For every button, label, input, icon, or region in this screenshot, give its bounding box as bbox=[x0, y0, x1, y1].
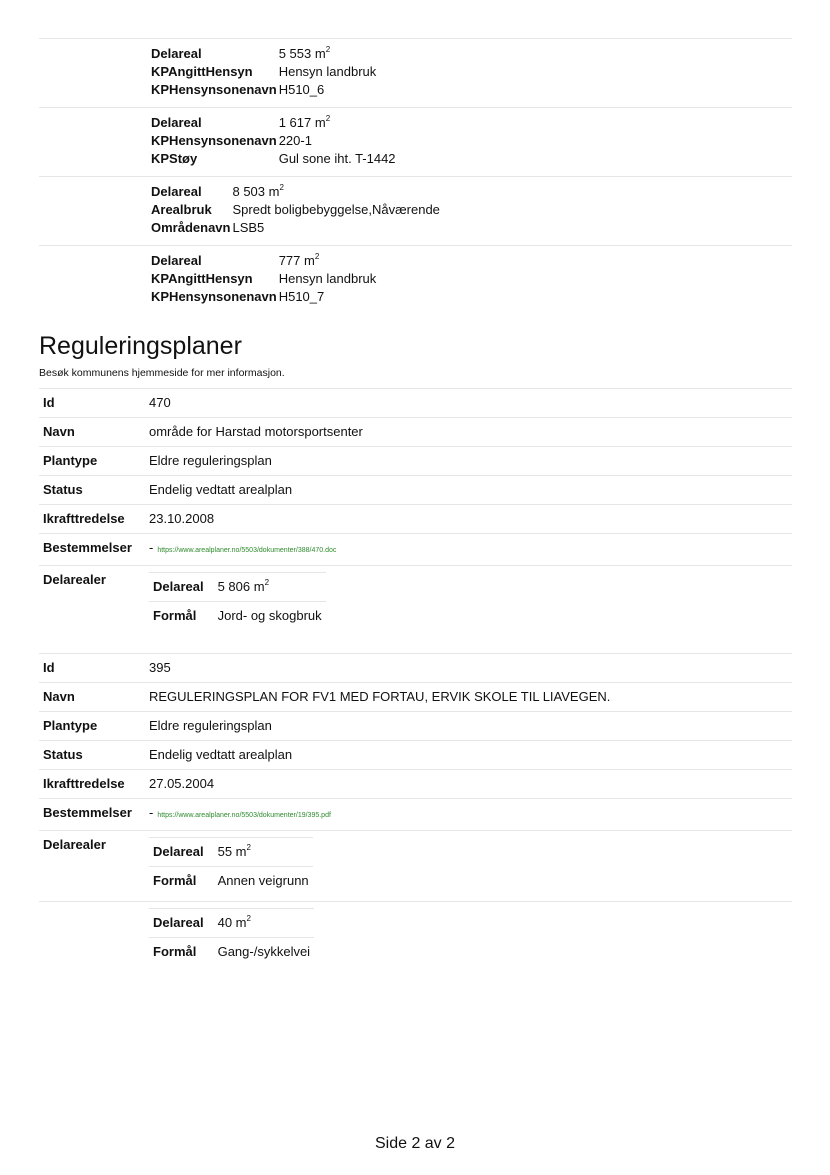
area-value: 5 553 $m^2$ bbox=[278, 44, 331, 61]
area-key: Områdenavn bbox=[151, 220, 231, 235]
area-block bbox=[39, 107, 792, 176]
area-value: Gul sone iht. T-1442 bbox=[278, 151, 396, 166]
sub-area-value: Annen veigrunn bbox=[214, 867, 313, 896]
area-key: KPHensynsonenavn bbox=[151, 133, 277, 148]
area-table bbox=[151, 183, 440, 237]
area-block bbox=[39, 245, 792, 314]
plan-bestemmelser bbox=[144, 534, 792, 566]
area-row bbox=[151, 270, 376, 288]
label-delarealer: Delarealer bbox=[39, 831, 144, 902]
area-table bbox=[151, 114, 396, 168]
plan-delarealer bbox=[144, 831, 792, 902]
plan-row-delarealer-cont bbox=[39, 902, 792, 974]
sub-area-key: Formål bbox=[149, 602, 214, 631]
bestemmelser-link[interactable]: https://www.arealplaner.no/5503/dokumenter/19/395.pdf bbox=[157, 812, 331, 819]
bullet-dash: - bbox=[149, 805, 154, 820]
plan-ikrafttredelse: 27.05.2004 bbox=[144, 770, 792, 799]
label-navn: Navn bbox=[39, 418, 144, 447]
bestemmelser-link[interactable]: https://www.arealplaner.no/5503/dokumenter/388/470.doc bbox=[157, 547, 337, 554]
sub-area-table bbox=[149, 837, 313, 895]
sub-area-row bbox=[149, 573, 326, 602]
label-bestemmelser: Bestemmelser bbox=[39, 799, 144, 831]
plan-row-ikrafttredelse bbox=[39, 505, 792, 534]
plan-row-plantype bbox=[39, 447, 792, 476]
area-key: Delareal bbox=[151, 46, 202, 61]
sub-area bbox=[149, 837, 788, 901]
area-row bbox=[151, 252, 376, 270]
area-value: H510_6 bbox=[278, 82, 325, 97]
area-key: KPHensynsonenavn bbox=[151, 289, 277, 304]
plan-id: 470 bbox=[144, 389, 792, 418]
area-key: KPAngittHensyn bbox=[151, 271, 253, 286]
area-value: Hensyn landbruk bbox=[278, 64, 377, 79]
plan-separator bbox=[39, 636, 792, 654]
area-row bbox=[151, 183, 440, 201]
plan-row-bestemmelser bbox=[39, 799, 792, 831]
label-status: Status bbox=[39, 476, 144, 505]
area-block bbox=[39, 176, 792, 245]
label-id: Id bbox=[39, 389, 144, 418]
plan-row-ikrafttredelse bbox=[39, 770, 792, 799]
sub-area-table bbox=[149, 908, 314, 966]
area-value: LSB5 bbox=[232, 220, 265, 235]
label-status: Status bbox=[39, 741, 144, 770]
label-plantype: Plantype bbox=[39, 712, 144, 741]
area-key: KPAngittHensyn bbox=[151, 64, 253, 79]
area-row bbox=[151, 288, 376, 306]
sub-area-row bbox=[149, 938, 314, 967]
sub-area-row bbox=[149, 867, 313, 896]
sub-area-value: 55 $m^2$ bbox=[214, 838, 313, 867]
plan-row-plantype bbox=[39, 712, 792, 741]
sub-area-table bbox=[149, 572, 326, 630]
page-footer: Side 2 av 2 bbox=[374, 1135, 456, 1152]
label-ikrafttredelse: Ikrafttredelse bbox=[39, 770, 144, 799]
sub-area-key: Delareal bbox=[149, 573, 214, 602]
sub-area bbox=[149, 572, 788, 636]
plan-navn: REGULERINGSPLAN FOR FV1 MED FORTAU, ERVIK SKOLE TIL LIAVEGEN. bbox=[144, 683, 792, 712]
label-navn: Navn bbox=[39, 683, 144, 712]
plan-bestemmelser bbox=[144, 799, 792, 831]
sub-area-key: Delareal bbox=[149, 838, 214, 867]
plan-row-navn bbox=[39, 683, 792, 712]
plan-row-delarealer bbox=[39, 566, 792, 637]
area-table bbox=[151, 45, 376, 99]
plan-row-id bbox=[39, 389, 792, 418]
plan-row-id bbox=[39, 654, 792, 683]
label-delarealer: Delarealer bbox=[39, 566, 144, 637]
area-row bbox=[151, 201, 440, 219]
sub-area-key: Formål bbox=[149, 938, 214, 967]
area-key: Delareal bbox=[151, 115, 202, 130]
sub-area-value: Gang-/sykkelvei bbox=[214, 938, 314, 967]
sub-area-value: 5 806 $m^2$ bbox=[214, 573, 326, 602]
area-value: Hensyn landbruk bbox=[278, 271, 377, 286]
plans-table bbox=[39, 388, 792, 973]
sub-area-key: Delareal bbox=[149, 909, 214, 938]
plan-ikrafttredelse: 23.10.2008 bbox=[144, 505, 792, 534]
plan-plantype: Eldre reguleringsplan bbox=[144, 447, 792, 476]
area-row bbox=[151, 132, 396, 150]
area-key: KPStøy bbox=[151, 151, 198, 166]
label-bestemmelser: Bestemmelser bbox=[39, 534, 144, 566]
area-row bbox=[151, 45, 376, 63]
area-row bbox=[151, 63, 376, 81]
area-row bbox=[151, 114, 396, 132]
sub-area-row bbox=[149, 909, 314, 938]
label-empty bbox=[39, 902, 144, 974]
area-key: KPHensynsonenavn bbox=[151, 82, 277, 97]
area-block bbox=[39, 38, 792, 107]
sub-area-row bbox=[149, 838, 313, 867]
spacer bbox=[39, 636, 792, 654]
sub-area-key: Formål bbox=[149, 867, 214, 896]
label-id: Id bbox=[39, 654, 144, 683]
area-row bbox=[151, 219, 440, 237]
plan-row-navn bbox=[39, 418, 792, 447]
sub-area-row bbox=[149, 602, 326, 631]
bullet-dash: - bbox=[149, 540, 154, 555]
area-table bbox=[151, 252, 376, 306]
plan-id: 395 bbox=[144, 654, 792, 683]
area-value: 1 617 $m^2$ bbox=[278, 113, 331, 130]
area-row bbox=[151, 81, 376, 99]
sub-area-value: Jord- og skogbruk bbox=[214, 602, 326, 631]
plan-navn: område for Harstad motorsportsenter bbox=[144, 418, 792, 447]
plan-status: Endelig vedtatt arealplan bbox=[144, 476, 792, 505]
plan-plantype: Eldre reguleringsplan bbox=[144, 712, 792, 741]
plan-row-bestemmelser bbox=[39, 534, 792, 566]
area-value: 777 $m^2$ bbox=[278, 251, 320, 268]
plan-delarealer bbox=[144, 902, 792, 974]
label-ikrafttredelse: Ikrafttredelse bbox=[39, 505, 144, 534]
section-title: Reguleringsplaner bbox=[39, 332, 242, 360]
section-subtitle: Besøk kommunens hjemmeside for mer informasjon. bbox=[39, 367, 285, 379]
area-value: Spredt boligbebyggelse,Nåværende bbox=[232, 202, 440, 217]
page-content bbox=[39, 38, 792, 973]
area-key: Delareal bbox=[151, 253, 202, 268]
plan-row-status bbox=[39, 741, 792, 770]
plan-delarealer bbox=[144, 566, 792, 637]
area-key: Delareal bbox=[151, 184, 202, 199]
plan-status: Endelig vedtatt arealplan bbox=[144, 741, 792, 770]
area-value: 8 503 $m^2$ bbox=[232, 182, 284, 199]
area-value: 220-1 bbox=[278, 133, 312, 148]
plan-row-delarealer bbox=[39, 831, 792, 902]
area-value: H510_7 bbox=[278, 289, 325, 304]
area-row bbox=[151, 150, 396, 168]
area-key: Arealbruk bbox=[151, 202, 212, 217]
plan-row-status bbox=[39, 476, 792, 505]
label-plantype: Plantype bbox=[39, 447, 144, 476]
sub-area-value: 40 $m^2$ bbox=[214, 909, 314, 938]
